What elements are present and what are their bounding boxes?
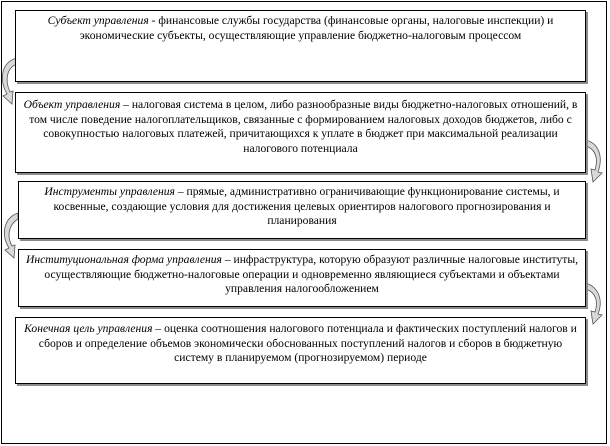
block-term: Инструменты управления	[44, 185, 175, 198]
block-term: Конечная цель управления	[24, 322, 153, 335]
block-tools	[18, 181, 586, 239]
block-text: финансовые службы государства (финансовые органы, налоговые инспекции) и экономические субъекты, осуществляющие управление бюджетно-налоговым процессом	[79, 14, 554, 42]
block-text: инфраструктура, которую образуют различные налоговые институты, осуществляющие бюджетно-налоговые операции и одновременно являющиеся субъектами и объектами управления налогообложением	[44, 253, 579, 295]
block-term: Объект управления	[23, 98, 121, 111]
block-text: прямые, административно ограничивающие функционирование системы, и косвенные, создающие условия для достижения целевых ориентиров налогового прогнозирования и планирования	[53, 185, 560, 227]
curved-arrow-right-2	[586, 283, 602, 324]
curved-arrow-right-1	[586, 140, 602, 182]
block-separator: –	[174, 185, 187, 198]
block-text: налоговая система в целом, либо разнообразные виды бюджетно-налоговых отношений, в том числе поведение налогоплательщиков, связанные с формированием налоговых доходов бюджетов, либо с совокупностью налоговых платежей, причитающихся к уплате в бюджет при максимальной реализации налогового потенциала	[29, 98, 578, 155]
block-final-goal	[15, 317, 586, 384]
block-separator: –	[152, 322, 165, 335]
block-text: оценка соотношения налогового потенциала и фактических поступлений налогов и сборов и определение объемов экономически обоснованных поступлений налогов и сборов в бюджетную систему в планируемом (прогнозируемом) периоде	[38, 322, 577, 364]
block-institutional-form	[18, 249, 586, 307]
block-separator: -	[148, 14, 159, 27]
block-subject	[15, 10, 586, 82]
block-separator: –	[120, 98, 132, 111]
block-object	[15, 92, 586, 173]
block-term: Институциональная форма управления	[25, 253, 222, 266]
block-term: Субъект управления	[47, 14, 149, 27]
block-separator: –	[221, 253, 234, 266]
curved-arrow-left-2	[4, 213, 18, 258]
